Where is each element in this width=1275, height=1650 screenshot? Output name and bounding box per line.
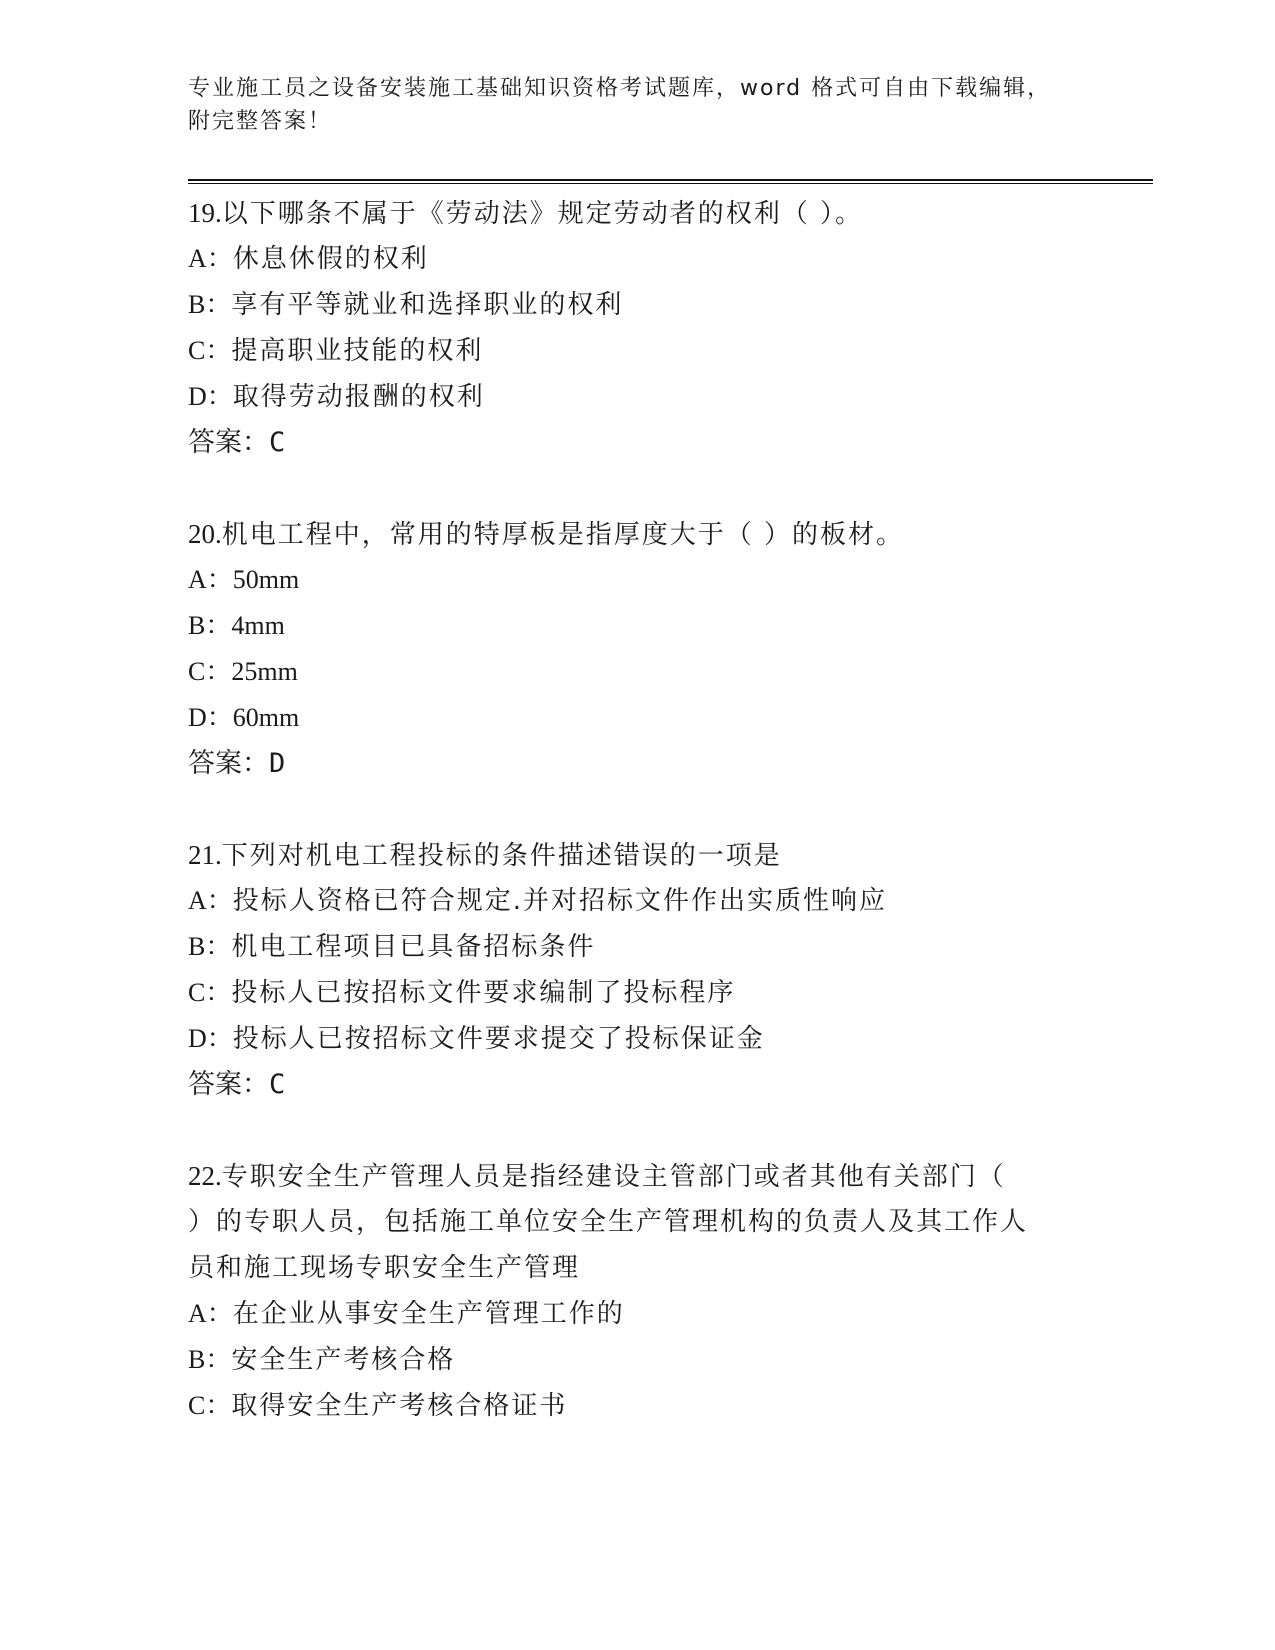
question-22 <box>188 1153 1088 1429</box>
answer-line <box>188 1062 1088 1108</box>
option-c <box>188 970 1088 1016</box>
answer-label: 答案： <box>188 748 269 779</box>
option-text: 机电工程项目已具备招标条件 <box>231 932 596 962</box>
option-text: 在企业从事安全生产管理工作的 <box>232 1299 625 1329</box>
option-text: 投标人资格已符合规定.并对招标文件作出实质性响应 <box>232 886 888 916</box>
option-key: A： <box>188 886 233 915</box>
question-text: 专职安全生产管理人员是指经建设主管部门或者其他有关部门（ <box>221 1162 1006 1192</box>
question-20 <box>188 511 1088 787</box>
option-d <box>188 1016 1088 1062</box>
question-stem <box>188 190 1088 236</box>
option-c <box>188 328 1088 374</box>
question-stem-line-1 <box>188 1153 1088 1199</box>
option-key: B： <box>188 290 232 319</box>
option-text: 50mm <box>232 565 300 594</box>
answer-value: D <box>269 748 286 779</box>
option-c <box>188 1383 1088 1429</box>
spacer <box>188 466 1088 511</box>
option-text: 休息休假的权利 <box>232 244 429 274</box>
option-text: 取得劳动报酬的权利 <box>232 382 485 412</box>
option-text: 4mm <box>231 611 285 640</box>
option-a <box>188 878 1088 924</box>
option-a <box>188 557 1088 603</box>
option-key: A： <box>188 565 233 594</box>
option-text: 享有平等就业和选择职业的权利 <box>231 290 624 320</box>
option-key: B： <box>188 611 232 640</box>
header-line-1: 专业施工员之设备安装施工基础知识资格考试题库，word 格式可自由下载编辑， <box>188 76 1052 101</box>
option-b <box>188 282 1088 328</box>
question-number: 21. <box>188 840 222 870</box>
question-text: 下列对机电工程投标的条件描述错误的一项是 <box>221 841 782 871</box>
document-header <box>188 72 1068 138</box>
question-21 <box>188 832 1088 1108</box>
question-stem <box>188 832 1088 878</box>
answer-label: 答案： <box>188 427 269 458</box>
option-a <box>188 236 1088 282</box>
question-list <box>188 190 1088 1429</box>
question-stem <box>188 511 1088 557</box>
question-number: 20. <box>188 519 222 549</box>
option-text: 取得安全生产考核合格证书 <box>231 1391 568 1421</box>
option-a <box>188 1291 1088 1337</box>
option-key: C： <box>188 336 232 365</box>
option-key: A： <box>188 244 233 273</box>
option-text: 25mm <box>231 657 298 686</box>
option-key: B： <box>188 932 232 961</box>
option-key: C： <box>188 978 232 1007</box>
option-text: 安全生产考核合格 <box>231 1345 456 1375</box>
answer-value: C <box>269 1069 286 1100</box>
question-text: 以下哪条不属于《劳动法》规定劳动者的权利（ ）。 <box>221 199 864 229</box>
option-d <box>188 695 1088 741</box>
answer-line <box>188 741 1088 787</box>
option-d <box>188 374 1088 420</box>
question-stem-line-3: 员和施工现场专职安全生产管理 <box>188 1253 581 1283</box>
header-divider-thin <box>188 183 1153 184</box>
option-text: 投标人已按招标文件要求编制了投标程序 <box>231 978 736 1008</box>
question-text: 机电工程中，常用的特厚板是指厚度大于（ ）的板材。 <box>221 520 905 550</box>
option-text: 投标人已按招标文件要求提交了投标保证金 <box>232 1024 765 1054</box>
answer-line <box>188 420 1088 466</box>
spacer <box>188 787 1088 832</box>
option-key: A： <box>188 1299 233 1328</box>
option-key: D： <box>188 382 233 411</box>
question-19 <box>188 190 1088 466</box>
option-text: 60mm <box>232 703 300 732</box>
option-key: D： <box>188 1024 233 1053</box>
option-key: B： <box>188 1345 232 1374</box>
question-stem-line-2: ）的专职人员，包括施工单位安全生产管理机构的负责人及其工作人 <box>188 1207 1029 1237</box>
header-line-2: 附完整答案！ <box>188 109 333 134</box>
option-b <box>188 924 1088 970</box>
answer-label: 答案： <box>188 1069 269 1100</box>
question-number: 19. <box>188 198 222 228</box>
option-b <box>188 1337 1088 1383</box>
question-number: 22. <box>188 1161 222 1191</box>
header-divider-thick <box>188 179 1153 181</box>
option-text: 提高职业技能的权利 <box>231 336 484 366</box>
answer-value: C <box>269 427 286 458</box>
option-key: C： <box>188 1391 232 1420</box>
option-c <box>188 649 1088 695</box>
option-key: D： <box>188 703 233 732</box>
option-b <box>188 603 1088 649</box>
option-key: C： <box>188 657 232 686</box>
spacer <box>188 1108 1088 1153</box>
